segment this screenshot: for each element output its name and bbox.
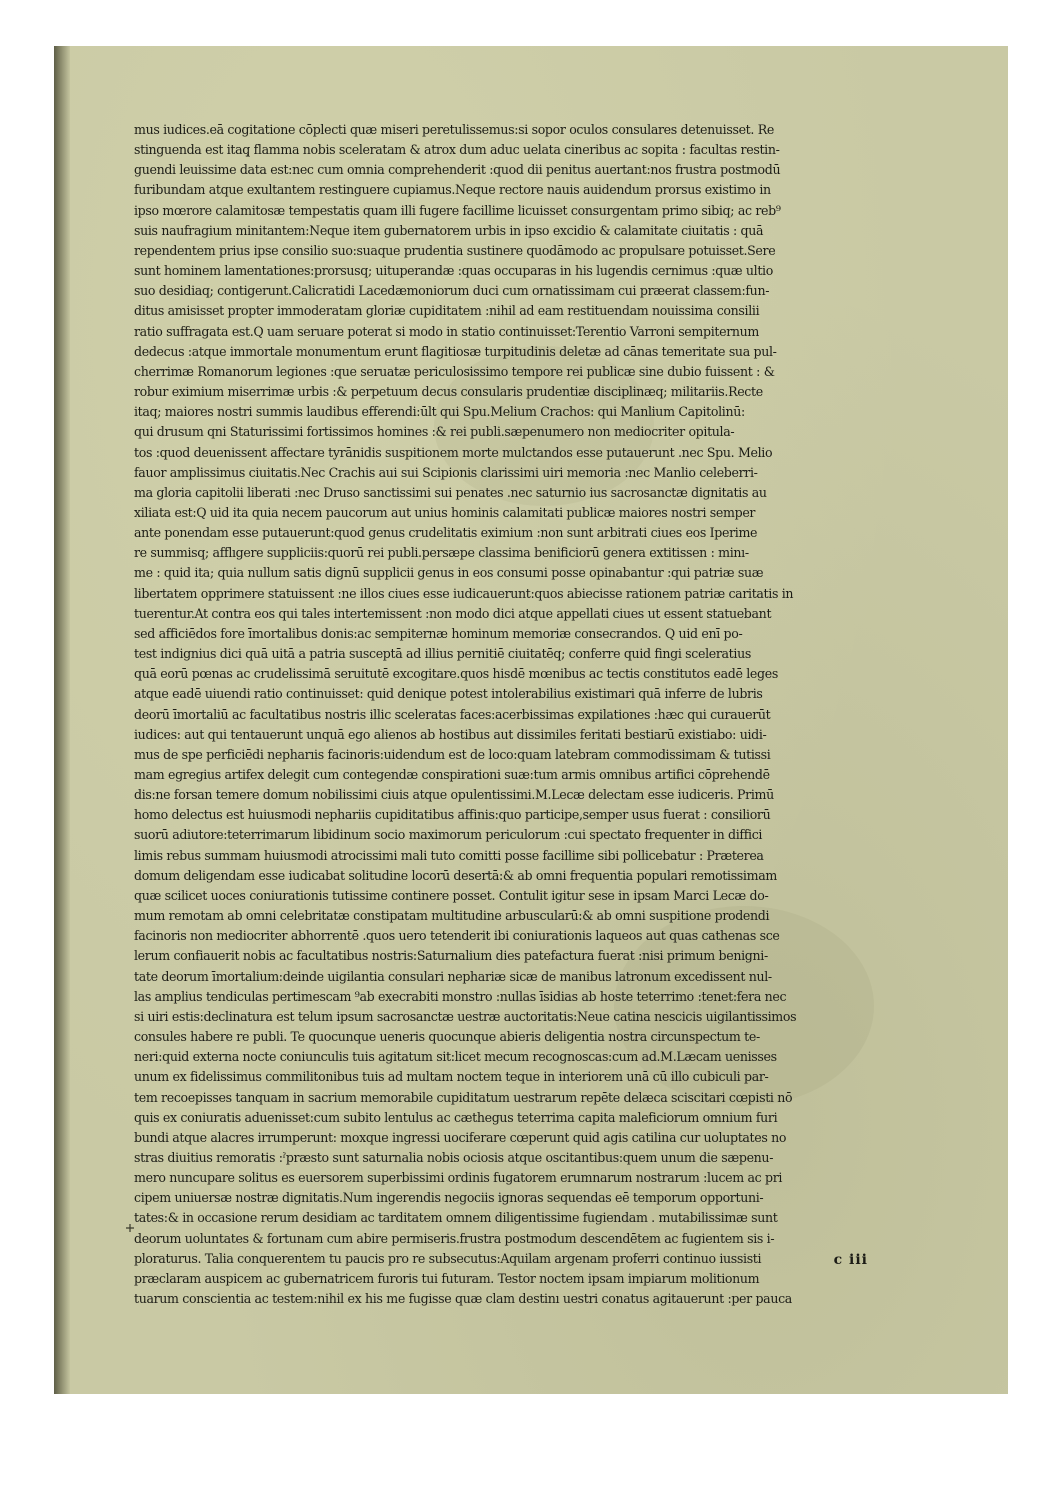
text-line: tates:& in occasione rerum desidiam ac tarditatem omnem diligentissime fugiendam . mutabilissimæ sunt [134,1210,778,1226]
text-line: test indignius dici quā uitā a patria susceptā ad illius pernitiē ciuitatēq; conferre quid fingi sceleratius [134,646,751,662]
binding-gutter [54,46,70,1394]
text-line: suis naufragium minitantem:Neque item gubernatorem urbis in ipso excidio & calamitate ciuitatis : quā [134,222,764,238]
text-line: sed afficiēdos fore īmortalibus donis:ac sempiternæ hominum memoriæ consecrandos. Q uid enī po- [134,625,743,641]
text-line: rependentem prius ipse consilio suo:suaque prudentia sustinere quodāmodo ac propulsare potuisset.Sere [134,242,776,258]
text-line: cherrimæ Romanorum legiones :que seruatæ periculosissimo tempore rei publicæ sine dubio fuissent : & [134,363,775,379]
text-line: itaq; maiores nostri summis laudibus efferendi:ūlt qui Spu.Melium Crachos: qui Manlium Capitolinū: [134,404,745,420]
text-line: ipso mœrore calamitosæ tempestatis quam illi fugere facillime licuisset consurgentam primo sibiq; ac reb⁹ [134,202,781,218]
text-line: suo desidiaq; contigerunt.Calicratidi Lacedæmoniorum duci cum ornatissimam cui præerat classem:fun- [134,283,770,299]
text-line: furibundam atque exultantem restinguere cupiamus.Neque rectore nauis auidendum prorsus existimo in [134,182,771,198]
text-line: mam egregius artifex delegit cum contegendæ conspirationi suæ:tum armis omnibus artifici cōprehendē [134,767,770,782]
text-line: xiliata est:Q uid ita quia necem paucorum aut unius hominis calamitati publicæ maiores nostri semper [134,504,756,520]
text-line: tem recoepisses tanquam in sacrium memorabile cupiditatum uestrarum repēte delæca sciscitari cœpisti nō [134,1089,793,1105]
text-line: tos :quod deuenissent affectare tyrānidis suspitionem morte mulctandos esse putauerunt .nec Spu. Melio [134,444,773,460]
margin-mark-icon [124,1222,136,1234]
signature-mark: c iii [833,1252,868,1268]
text-line: ma gloria capitolii liberati :nec Druso sanctissimi sui penates .nec saturnio ius sacrosanctæ dignitatis au [134,484,767,500]
text-line: homo delectus est huiusmodi nephariis cupiditatibus affinis:quo participe,semper usus fuerat : consiliorū [134,807,771,823]
text-line: neri:quid externa nocte coniunculis tuis agitatum sit:licet mecum recognoscas:cum ad.M.Læcam uenisses [134,1049,777,1065]
text-line: robur eximium miserrimæ urbis :& perpetuum decus consularis prudentiæ disciplinæq; militariis.Recte [134,384,763,400]
text-line: guendi leuissime data est:nec cum omnia comprehenderit :quod dii penitus auertant:nos frustra postmodū [134,162,781,178]
text-line: stinguenda est itaq̧ flamma nobis sceleratam & atrox dum aduc uelata cineribus ac sopita : facultas restin- [134,142,780,158]
text-line: ratio suffragata est.Q uam seruare poterat si modo in statio continuisset:Terentio Varroni sempiternum [134,323,759,339]
text-line: mero nuncupare solitus es euersorem superbissimi ordinis fugatorem erumnarum nostrarum :lucem ac pri [134,1170,783,1186]
text-line: domum deligendam esse iudicabat solitudine locorū desertā:& ab omni frequentia populari remotissimam [134,867,777,883]
scanned-page [54,46,1008,1394]
text-line: unum ex fidelissimus commilitonibus tuis ad multam noctem teque in interiorem unā cū illo cubiculi par- [134,1069,769,1085]
text-line: tate deorum īmortalium:deinde uigilantia consulari nephariæ sicæ de manibus latronum excedissent nul- [134,968,772,984]
text-line: quis ex coniuratis aduenisset:cum subito lentulus ac cæthegus teterrima capita maleficiorum omnium furi [134,1109,778,1125]
text-line: cipem uniuersæ nostræ dignitatis.Num ingerendis negociis ignoras sequendas eē temporum opportuni- [134,1190,764,1206]
text-line: las amplius tendiculas pertimescam ⁹ab execrabiti monstro :nullas īsidias ab hoste teterrimo :tenet:fera nec [134,988,787,1004]
text-line: ploraturus. Talia conquerentem tu paucis pro re subsecutus:Aquilam argenam proferri continuo iussisti [134,1250,762,1266]
text-line: præclaram auspicem ac gubernatricem furoris tui futuram. Testor noctem ipsam impiarum molitionum [134,1270,760,1286]
text-line: sunt hominem lamentationes:prorsusq; uituperandæ :quas occuparas in his lugendis cernimus :quæ ultio [134,263,773,279]
text-line: consules habere re publi. Te quocunque ueneris quocunque abieris deligentia nostra circunspectum te- [134,1029,760,1045]
text-line: quā eorū pœnas ac crudelissimā seruitutē excogitare.quos hisdē mœnibus ac tectis constitutos eadē leges [134,666,778,682]
text-line: mus iudices.eā cogitatione cōplecti quæ miseri peretulissemus:si sopor oculos consulares detenuisset. Re [134,122,774,137]
text-line: qui drusum qni Staturissimi fortissimos homines :& rei publi.sæpenumero non mediocriter opitula- [134,424,735,440]
text-line: ditus amisisset propter immoderatam gloriæ cupiditatem :nihil ad eam restituendam nouissima consilii [134,303,760,319]
text-line: iudices: aut qui tentauerunt unquā ego alienos ab hostibus aut dissimiles feritati bestiarū existiabo: uidi- [134,726,767,742]
text-line: mum remotam ab omni celebritatæ constipatam multitudine arbuscularū:& ab omni suspitione prodendi [134,908,770,924]
text-line: quæ scilicet uoces coniurationis tutissime continere posset. Contulit igitur sese in ipsam Marci Lecæ do- [134,887,769,903]
text-line: me : quid ita; quia nullum satis dignū supplicii genus in eos consumi posse opinabantur :qui patriæ suæ [134,565,764,581]
text-line: deorū īmortaliū ac facultatibus nostris illic sceleratas faces:acerbissimas expilationes :hæc qui curauerūt [134,706,771,722]
text-line: fauor amplissimus ciuitatis.Nec Crachis aui sui Scipionis clarissimi uiri memoria :nec Manlio celeberri- [134,464,758,480]
text-line: deorum uoluntates & fortunam cum abire permiseris.frustra postmodum descendētem ac fugientem sis i- [134,1230,775,1246]
text-line: suorū adiutore:teterrimarum libidinum socio maximorum periculorum :cui spectato frequenter in diffici [134,827,763,843]
body-text [134,120,894,1309]
text-line: atque eadē uiuendi ratio continuisset: quid denique potest intolerabilius existimari quā inferre de lubris [134,686,763,702]
text-line: mus de spe perficiēdi nepharıis facinoris:uidendum est de loco:quam latebram commodissimam & tutissi [134,746,771,762]
text-line: tuarum conscientia ac testem:nihil ex his me fugisse quæ clam destinı uestri conatus agitauerunt :per pauca [134,1291,792,1307]
text-line: si uiri estis:declinatura est telum ipsum sacrosanctæ uestræ auctoritatis:Neue catina nescicis uigilantissimos [134,1008,797,1024]
text-line: limis rebus summam huiusmodi atrocissimi mali tuto comitti posse facillime sibi pollicebatur : Præterea [134,847,764,863]
text-line: tuerentur.At contra eos qui tales intertemissent :non modo dici atque appellati ciues ut essent statuebant [134,605,772,621]
text-line: bundi atque alacres irrumperunt: moxque ingressi uociferare cœperunt quid agis catilina cur uoluptates no [134,1129,787,1145]
text-line: dis:ne forsan temere domum nobilissimi ciuis atque opulentissimi.M.Lecæ delectam esse iudiceris. Primū [134,787,774,803]
text-line: facinoris non mediocriter abhorrentē .quos uero tetenderit ibi coniurationis laqueos aut quas cathenas sce [134,928,780,944]
text-line: re summisq; afflıgere suppliciis:quorū rei publi.persæpe classima benificiorū genera extitissen : minı- [134,545,749,561]
text-line: stras diuitius remoratis :ˀpræsto sunt saturnalia nobis ociosis atque oscitantibus:quem unum die sæpenu- [134,1149,774,1165]
text-line: libertatem opprimere statuissent :ne illos ciues esse iudicauerunt:quos abiecisse rationem patriæ caritatis in [134,585,794,601]
text-line: lerum confiauerit nobis ac facultatibus nostris:Saturnalium dies patefactura fuerat :nisi primum benigni- [134,948,768,964]
text-line: ante ponendam esse putauerunt:quod genus crudelitatis eximium :non sunt arbitrati ciues eos Iperime [134,525,758,541]
text-line: dedecus :atque immortale monumentum erunt flagitiosæ turpitudinis deletæ ad cānas temeritate sua pul- [134,343,777,359]
